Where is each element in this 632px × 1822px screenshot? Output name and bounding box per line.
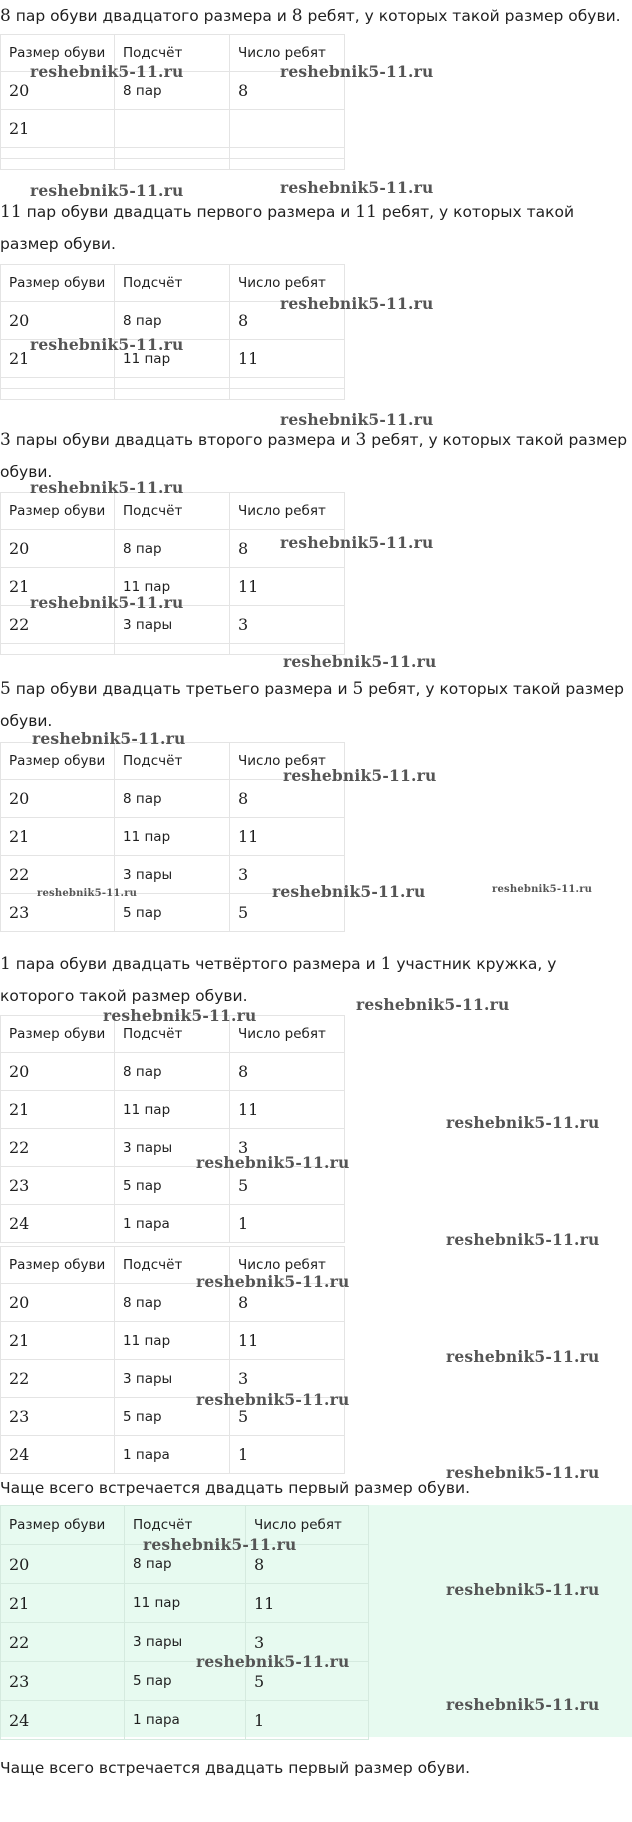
cell-size: 22 (1, 856, 115, 894)
cell-count: 8 (230, 780, 345, 818)
text: ребят, у которых такой размер обуви. (0, 680, 625, 730)
header-count: Число ребят (230, 493, 345, 530)
watermark: reshebnik5-11.ru (196, 1652, 350, 1671)
cell-size: 23 (1, 1167, 115, 1205)
watermark: reshebnik5-11.ru (30, 181, 184, 200)
cell-tally: 8 пар (115, 780, 230, 818)
text: пар обуви двадцатого размера и (10, 7, 292, 25)
header-size: Размер обуви (1, 1247, 115, 1284)
header-tally: Подсчёт (115, 1016, 230, 1053)
cell-tally (115, 110, 230, 148)
step-2-sentence (0, 196, 632, 260)
table-row (1, 1584, 369, 1623)
cell-count: 5 (230, 1167, 345, 1205)
table-row (1, 1167, 345, 1205)
watermark: reshebnik5-11.ru (283, 766, 437, 785)
cell-count: 11 (230, 340, 345, 378)
empty-row (1, 378, 345, 389)
cell-size: 21 (1, 818, 115, 856)
cell-tally: 3 пары (115, 606, 230, 644)
cell-count: 8 (230, 530, 345, 568)
cell-count: 5 (246, 1662, 369, 1701)
cell-size: 22 (1, 606, 115, 644)
number: 5 (352, 679, 364, 699)
watermark: reshebnik5-11.ru (30, 335, 184, 354)
cell-count: 11 (230, 1322, 345, 1360)
cell-tally: 8 пар (115, 302, 230, 340)
header-count: Число ребят (246, 1506, 369, 1545)
watermark: reshebnik5-11.ru (103, 1006, 257, 1025)
cell-count: 1 (230, 1436, 345, 1474)
conclusion: Чаще всего встречается двадцать первый размер обуви. (0, 1479, 471, 1497)
number: 1 (380, 954, 392, 974)
text: участник кружка, у которого такой размер обуви. (0, 955, 557, 1005)
table-row (1, 1701, 369, 1740)
cell-count: 11 (230, 1091, 345, 1129)
watermark: reshebnik5-11.ru (196, 1153, 350, 1172)
number: 5 (0, 679, 11, 699)
watermark: reshebnik5-11.ru (446, 1347, 600, 1366)
header-size: Размер обуви (1, 1016, 115, 1053)
cell-count: 3 (230, 1129, 345, 1167)
cell-tally: 8 пар (125, 1545, 246, 1584)
table-row (1, 818, 345, 856)
watermark: reshebnik5-11.ru (37, 888, 138, 899)
text: ребят, у которых такой размер обуви. (0, 203, 575, 253)
watermark: reshebnik5-11.ru (280, 178, 434, 197)
cell-size: 20 (1, 780, 115, 818)
cell-size: 20 (1, 1053, 115, 1091)
number: 11 (355, 202, 377, 222)
text: пары обуви двадцать второго размера и (10, 431, 356, 449)
cell-tally: 11 пар (115, 568, 230, 606)
cell-size: 22 (1, 1129, 115, 1167)
tally-table-step-1 (0, 34, 345, 170)
cell-count: 5 (230, 894, 345, 932)
cell-size: 24 (1, 1205, 115, 1243)
table-row (1, 780, 345, 818)
cell-tally: 5 пар (115, 894, 230, 932)
cell-count (230, 110, 345, 148)
cell-tally: 3 пары (125, 1623, 246, 1662)
watermark: reshebnik5-11.ru (446, 1230, 600, 1249)
header-row (1, 493, 345, 530)
watermark: reshebnik5-11.ru (446, 1463, 600, 1482)
table-row (1, 110, 345, 148)
cell-count: 3 (230, 606, 345, 644)
table-row (1, 1322, 345, 1360)
watermark: reshebnik5-11.ru (280, 62, 434, 81)
cell-tally: 5 пар (115, 1167, 230, 1205)
tally-table-step-3 (0, 492, 345, 655)
text: пара обуви двадцать четвёртого размера и (10, 955, 381, 973)
cell-tally: 5 пар (115, 1398, 230, 1436)
header-tally: Подсчёт (115, 743, 230, 780)
cell-tally: 3 пары (115, 1360, 230, 1398)
watermark: reshebnik5-11.ru (446, 1580, 600, 1599)
header-count: Число ребят (230, 35, 345, 72)
cell-size: 21 (1, 340, 115, 378)
cell-count: 5 (230, 1398, 345, 1436)
cell-count: 3 (246, 1623, 369, 1662)
table-row (1, 1091, 345, 1129)
cell-count: 1 (230, 1205, 345, 1243)
watermark: reshebnik5-11.ru (143, 1535, 297, 1554)
cell-size: 23 (1, 1398, 115, 1436)
watermark: reshebnik5-11.ru (280, 410, 434, 429)
cell-count: 1 (246, 1701, 369, 1740)
watermark: reshebnik5-11.ru (30, 62, 184, 81)
watermark: reshebnik5-11.ru (30, 593, 184, 612)
cell-size: 21 (1, 110, 115, 148)
cell-size: 20 (1, 1545, 125, 1584)
empty-row (1, 159, 345, 170)
watermark: reshebnik5-11.ru (272, 882, 426, 901)
number: 1 (0, 954, 11, 974)
header-size: Размер обуви (1, 1506, 125, 1545)
header-count: Число ребят (230, 1247, 345, 1284)
cell-count: 8 (230, 1284, 345, 1322)
watermark: reshebnik5-11.ru (446, 1695, 600, 1714)
watermark: reshebnik5-11.ru (280, 533, 434, 552)
cell-count: 8 (246, 1545, 369, 1584)
watermark: reshebnik5-11.ru (356, 995, 510, 1014)
header-tally: Подсчёт (125, 1506, 246, 1545)
cell-size: 21 (1, 1584, 125, 1623)
cell-tally: 8 пар (115, 1284, 230, 1322)
cell-size: 23 (1, 894, 115, 932)
cell-tally: 1 пара (115, 1205, 230, 1243)
cell-tally: 11 пар (115, 340, 230, 378)
number: 8 (0, 6, 11, 26)
watermark: reshebnik5-11.ru (283, 652, 437, 671)
cell-count: 8 (230, 1053, 345, 1091)
cell-size: 24 (1, 1436, 115, 1474)
cell-size: 21 (1, 1322, 115, 1360)
number: 3 (0, 430, 11, 450)
header-tally: Подсчёт (115, 35, 230, 72)
number: 3 (355, 430, 367, 450)
text: пар обуви двадцать первого размера и (21, 203, 356, 221)
tally-table-step-2 (0, 264, 345, 400)
watermark: reshebnik5-11.ru (280, 294, 434, 313)
watermark: reshebnik5-11.ru (32, 729, 186, 748)
header-count: Число ребят (230, 265, 345, 302)
cell-size: 21 (1, 1091, 115, 1129)
number: 8 (291, 6, 303, 26)
cell-count: 11 (230, 818, 345, 856)
header-size: Размер обуви (1, 265, 115, 302)
header-size: Размер обуви (1, 35, 115, 72)
cell-count: 8 (230, 302, 345, 340)
cell-size: 22 (1, 1360, 115, 1398)
header-tally: Подсчёт (115, 493, 230, 530)
table-row (1, 1053, 345, 1091)
number: 11 (0, 202, 22, 222)
table-row (1, 1205, 345, 1243)
final-conclusion: Чаще всего встречается двадцать первый размер обуви. (0, 1759, 471, 1777)
cell-size: 21 (1, 568, 115, 606)
watermark: reshebnik5-11.ru (446, 1113, 600, 1132)
watermark: reshebnik5-11.ru (196, 1272, 350, 1291)
cell-tally: 1 пара (125, 1701, 246, 1740)
cell-count: 3 (230, 1360, 345, 1398)
cell-tally: 5 пар (125, 1662, 246, 1701)
header-size: Размер обуви (1, 743, 115, 780)
cell-tally: 1 пара (115, 1436, 230, 1474)
cell-count: 11 (246, 1584, 369, 1623)
cell-size: 20 (1, 302, 115, 340)
watermark: reshebnik5-11.ru (492, 884, 593, 895)
header-tally: Подсчёт (115, 265, 230, 302)
cell-tally: 3 пары (115, 1129, 230, 1167)
tally-table-step-5 (0, 1015, 345, 1243)
cell-count: 11 (230, 568, 345, 606)
cell-tally: 11 пар (115, 1091, 230, 1129)
cell-size: 20 (1, 530, 115, 568)
watermark: reshebnik5-11.ru (196, 1390, 350, 1409)
step-4-sentence (0, 673, 632, 737)
header-tally: Подсчёт (115, 1247, 230, 1284)
empty-row (1, 148, 345, 159)
cell-tally: 11 пар (115, 818, 230, 856)
cell-size: 20 (1, 1284, 115, 1322)
cell-tally: 8 пар (115, 72, 230, 110)
cell-count: 3 (230, 856, 345, 894)
table-row (1, 1436, 345, 1474)
cell-tally: 11 пар (125, 1584, 246, 1623)
cell-size: 23 (1, 1662, 125, 1701)
cell-tally: 11 пар (115, 1322, 230, 1360)
text: пар обуви двадцать третьего размера и (10, 680, 353, 698)
watermark: reshebnik5-11.ru (30, 478, 184, 497)
cell-tally: 8 пар (115, 530, 230, 568)
header-count: Число ребят (230, 1016, 345, 1053)
cell-tally: 8 пар (115, 1053, 230, 1091)
cell-size: 22 (1, 1623, 125, 1662)
cell-size: 20 (1, 72, 115, 110)
text: ребят, у которых такой размер обуви. (0, 431, 628, 481)
header-count: Число ребят (230, 743, 345, 780)
cell-size: 24 (1, 1701, 125, 1740)
step-1-sentence (0, 0, 632, 32)
header-size: Размер обуви (1, 493, 115, 530)
cell-count: 8 (230, 72, 345, 110)
step-5-sentence (0, 948, 632, 1012)
text: ребят, у которых такой размер обуви. (302, 7, 621, 25)
cell-tally: 3 пары (115, 856, 230, 894)
empty-row (1, 389, 345, 400)
